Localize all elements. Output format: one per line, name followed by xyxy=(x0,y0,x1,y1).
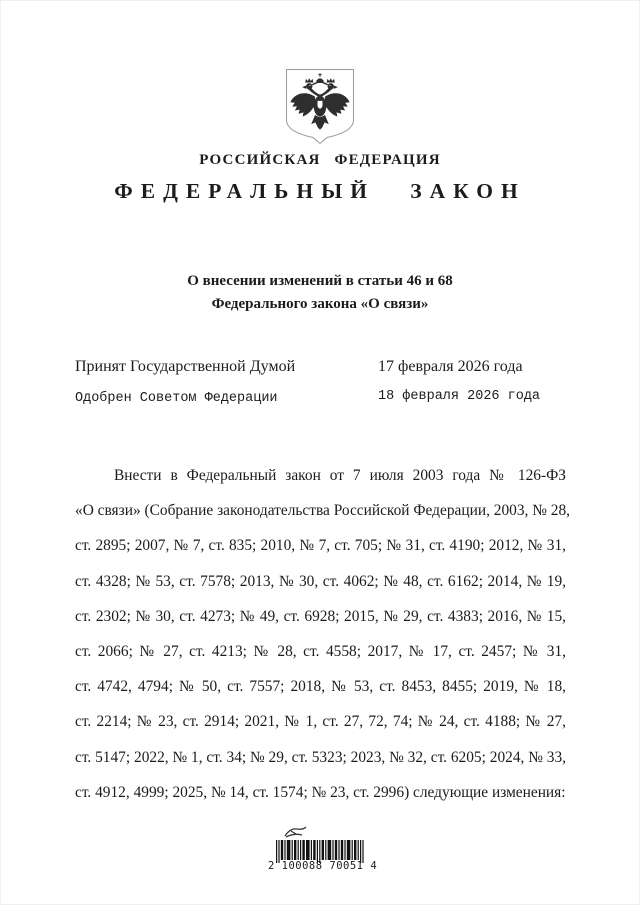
coat-of-arms-emblem xyxy=(285,68,355,146)
scribble-mark-icon xyxy=(282,825,310,839)
paragraph-line: «О связи» (Собрание законодательства Российской Федерации, 2003, № 28, xyxy=(75,502,571,520)
double-headed-eagle-icon xyxy=(285,68,355,146)
paragraph-line: ст. 5147; 2022, № 1, ст. 34; № 29, ст. 5323; 2023, № 32, ст. 6205; 2024, № 33, xyxy=(75,748,566,766)
paragraph-line: ст. 2895; 2007, № 7, ст. 835; 2010, № 7, ст. 705; № 31, ст. 4190; 2012, № 31, xyxy=(75,537,566,555)
document-title-line2: Федерального закона «О связи» xyxy=(211,296,429,312)
approved-row xyxy=(75,389,565,422)
approved-by-council-label: Одобрен Советом Федерации xyxy=(75,391,278,406)
country-heading: РОССИЙСКАЯ ФЕДЕРАЦИЯ xyxy=(199,152,441,168)
paragraph-line: ст. 2066; № 27, ст. 4213; № 28, ст. 4558; 2017, № 17, ст. 2457; № 31, xyxy=(75,643,566,661)
passed-by-duma-label: Принят Государственной Думой xyxy=(75,358,296,375)
barcode xyxy=(268,825,378,872)
paragraph-line: ст. 4742, 4794; № 50, ст. 7557; 2018, № 53, ст. 8453, 8455; 2019, № 18, xyxy=(75,678,566,696)
barcode-number: 2 100088 70051 4 xyxy=(268,860,378,872)
paragraph-line: Внести в Федеральный закон от 7 июля 2003 года № 126-ФЗ xyxy=(114,467,566,484)
paragraph-line: ст. 4912, 4999; 2025, № 14, ст. 1574; № 23, ст. 2996) следующие изменения: xyxy=(75,783,566,801)
adoption-block xyxy=(75,358,565,422)
passed-date: 17 февраля 2026 года xyxy=(378,358,523,375)
passed-row xyxy=(75,358,565,389)
approved-date: 18 февраля 2026 года xyxy=(378,389,541,404)
paragraph-line: ст. 4328; № 53, ст. 7578; 2013, № 30, ст. 4062; № 48, ст. 6162; 2014, № 19, xyxy=(75,572,566,590)
law-type-heading: ФЕДЕРАЛЬНЫЙ ЗАКОН xyxy=(114,179,526,203)
paragraph-line: ст. 2302; № 30, ст. 4273; № 49, ст. 6928; 2015, № 29, ст. 4383; 2016, № 15, xyxy=(75,607,566,625)
paragraph-line: ст. 2214; № 23, ст. 2914; 2021, № 1, ст. 27, 72, 74; № 24, ст. 4188; № 27, xyxy=(75,713,566,731)
document-title-line1: О внесении изменений в статьи 46 и 68 xyxy=(187,273,453,289)
document-title xyxy=(0,270,640,316)
law-body-paragraph xyxy=(75,458,571,810)
